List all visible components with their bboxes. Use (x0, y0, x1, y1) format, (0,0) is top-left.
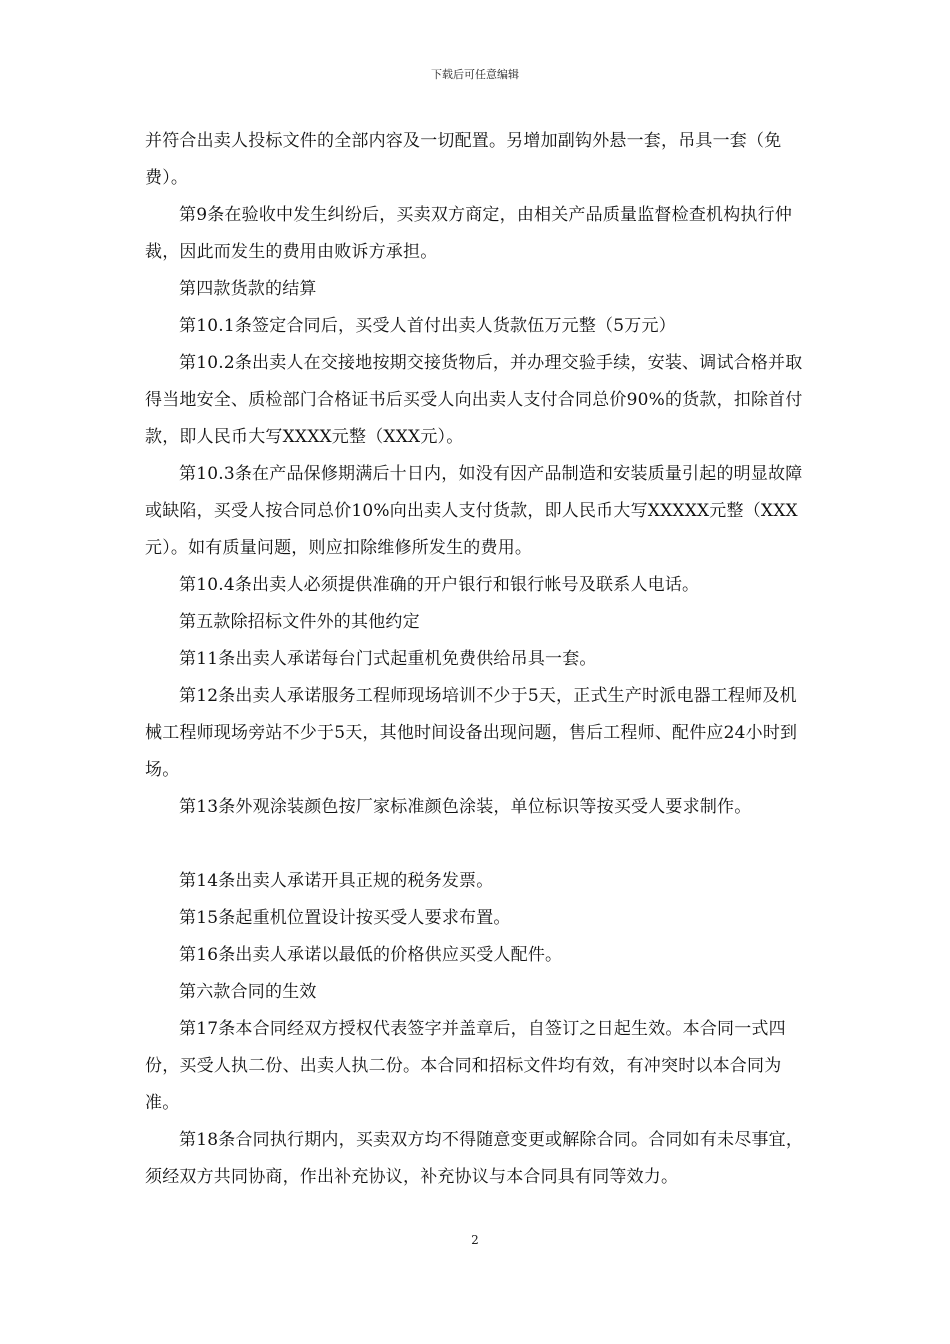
paragraph-article-15: 第15条起重机位置设计按买受人要求布置。 (179, 908, 511, 928)
paragraph-article-12: 第12条出卖人承诺服务工程师现场培训不少于5天，正式生产时派电器工程师及机械工程师现场旁站不少于5天，其他时间设备出现问题，售后工程师、配件应24小时到场。 (145, 686, 798, 780)
page-header: 下载后可任意编辑 (431, 68, 519, 81)
paragraph-article-10-3: 第10.3条在产品保修期满后十日内，如没有因产品制造和安装质量引起的明显故障或缺陷，买受人按合同总价10%向出卖人支付货款，即人民币大写XXXXX元整（XXX元）。如有质量问题，则应扣除维修所发生的费用。 (145, 464, 803, 558)
paragraph-article-11: 第11条出卖人承诺每台门式起重机免费供给吊具一套。 (179, 649, 597, 669)
paragraph-article-10-2: 第10.2条出卖人在交接地按期交接货物后，并办理交验手续，安装、调试合格并取得当地安全、质检部门合格证书后买受人向出卖人支付合同总价90%的货款，扣除首付款，即人民币大写XXXX元整（XXX元）。 (145, 353, 803, 447)
paragraph-article-16: 第16条出卖人承诺以最低的价格供应买受人配件。 (179, 945, 563, 965)
document-body (145, 123, 810, 1196)
paragraph-article-18: 第18条合同执行期内，买卖双方均不得随意变更或解除合同。合同如有未尽事宜，须经双方共同协商，作出补充协议，补充协议与本合同具有同等效力。 (145, 1130, 804, 1187)
section-heading-effectiveness: 第六款合同的生效 (179, 982, 317, 1002)
paragraph-continuation: 并符合出卖人投标文件的全部内容及一切配置。另增加副钩外悬一套，吊具一套（免费）。 (145, 131, 782, 188)
paragraph-article-13: 第13条外观涂装颜色按厂家标准颜色涂装，单位标识等按买受人要求制作。 (179, 797, 752, 817)
paragraph-article-9: 第9条在验收中发生纠纷后，买卖双方商定，由相关产品质量监督检查机构执行仲裁，因此而发生的费用由败诉方承担。 (145, 205, 793, 262)
paragraph-article-10-1: 第10.1条签定合同后，买受人首付出卖人货款伍万元整（5万元） (179, 316, 676, 336)
paragraph-article-10-4: 第10.4条出卖人必须提供准确的开户银行和银行帐号及联系人电话。 (179, 575, 700, 595)
paragraph-article-14: 第14条出卖人承诺开具正规的税务发票。 (179, 871, 494, 891)
section-heading-other-terms: 第五款除招标文件外的其他约定 (179, 612, 420, 632)
section-heading-payment: 第四款货款的结算 (179, 279, 317, 299)
paragraph-article-17: 第17条本合同经双方授权代表签字并盖章后，自签订之日起生效。本合同一式四份，买受人执二份、出卖人执二份。本合同和招标文件均有效，有冲突时以本合同为准。 (145, 1019, 786, 1113)
page-number: 2 (471, 1233, 479, 1247)
